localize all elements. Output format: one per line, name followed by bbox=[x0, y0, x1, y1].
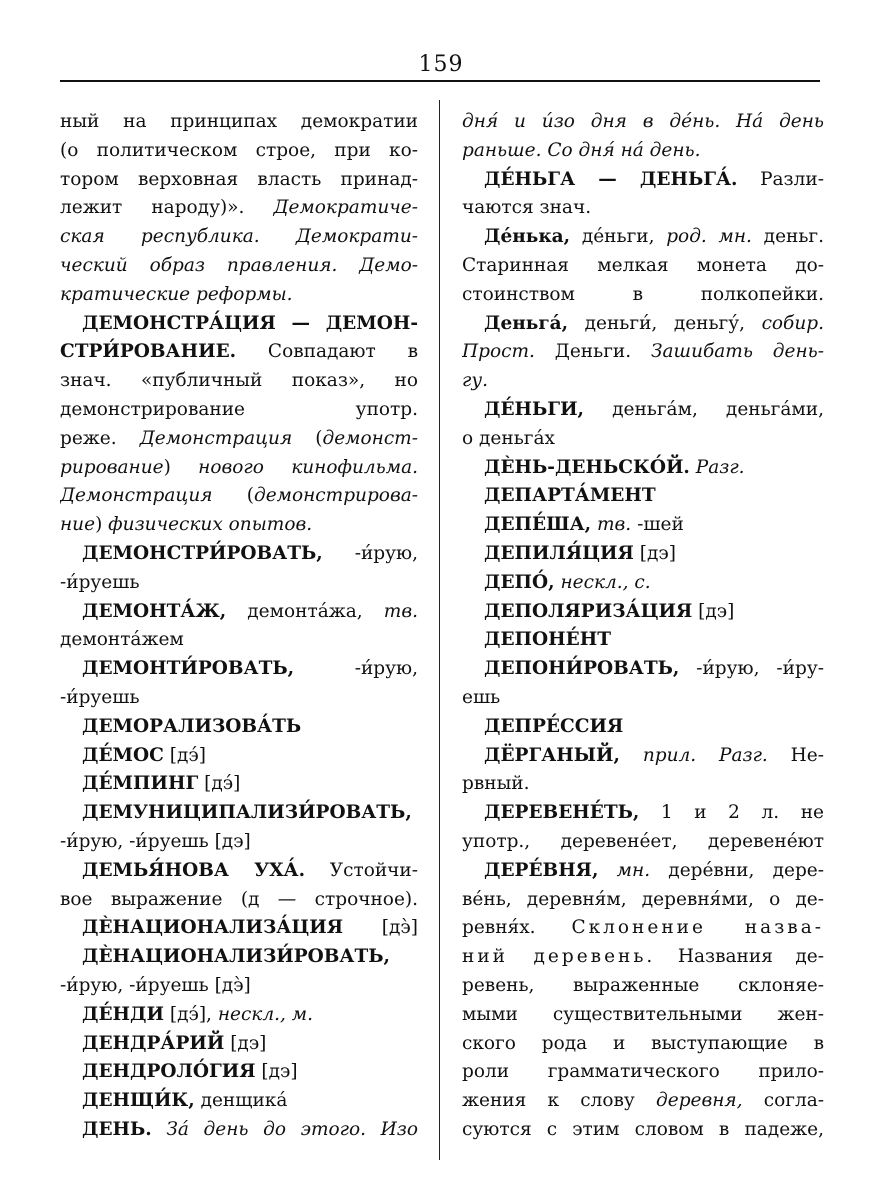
text-line bbox=[462, 310, 824, 339]
text-segment: -и́рую, -и́руешь [дэ̀] bbox=[60, 974, 251, 996]
italic-text: ческий образ правления. Демо- bbox=[60, 254, 418, 276]
text-line bbox=[462, 166, 824, 195]
text-segment: роли грамматического прило- bbox=[462, 1061, 824, 1083]
italic-text: ние bbox=[60, 514, 96, 536]
text-line bbox=[60, 1116, 418, 1145]
text-line bbox=[462, 1030, 824, 1059]
italic-text: За́ день до этого. Изо bbox=[166, 1118, 418, 1140]
text-segment: ского рода и выступающие в bbox=[462, 1032, 824, 1054]
text-segment: [дэ] bbox=[255, 1061, 298, 1083]
text-segment: демонта́жа, bbox=[226, 600, 384, 622]
headword: ДЕ́НЬГИ, bbox=[484, 398, 584, 420]
headword: ДЕНДРА́РИЙ bbox=[82, 1032, 225, 1054]
italic-text: мн. bbox=[616, 859, 651, 881]
text-line bbox=[60, 511, 418, 540]
headword: ДЕ́НДИ bbox=[82, 1003, 164, 1025]
italic-text: дня́ и и́зо дня в де́нь. На́ день bbox=[462, 111, 824, 132]
text-segment: ный на принципах демократии bbox=[60, 111, 418, 132]
right-column bbox=[462, 108, 824, 1145]
text-line bbox=[462, 194, 824, 223]
text-segment: -и́рую, -и́ру- bbox=[679, 658, 824, 680]
italic-text: собир. bbox=[761, 312, 824, 334]
headword: ДЕМУНИЦИПАЛИЗИ́РОВАТЬ, bbox=[82, 802, 412, 824]
italic-text: Разг. bbox=[695, 456, 745, 478]
text-line bbox=[462, 886, 824, 915]
text-line bbox=[60, 742, 418, 771]
text-segment: ний деревень. bbox=[462, 946, 656, 968]
text-line bbox=[462, 511, 824, 540]
text-line bbox=[462, 1058, 824, 1087]
text-segment: Устойчи- bbox=[305, 859, 418, 881]
text-segment: ( bbox=[292, 427, 323, 449]
text-line bbox=[60, 454, 418, 483]
headword: ДЕМЬЯ́НОВА УХА́. bbox=[82, 859, 306, 881]
headword: ДЕПОНЕ́НТ bbox=[484, 629, 611, 651]
text-segment: чаются знач. bbox=[462, 197, 592, 219]
italic-text: ская республика. Демократи- bbox=[60, 226, 418, 248]
text-segment: ( bbox=[212, 485, 254, 507]
text-segment: -и́руешь bbox=[60, 686, 140, 708]
text-segment: Деньги. bbox=[534, 341, 651, 363]
headword: СТРИ́РОВАНИЕ. bbox=[60, 341, 237, 363]
left-column bbox=[60, 108, 418, 1145]
text-line bbox=[60, 713, 418, 742]
italic-text: физических опытов. bbox=[108, 514, 313, 536]
text-segment: де́ньги, bbox=[570, 226, 667, 248]
text-segment: ) bbox=[163, 456, 199, 478]
text-line bbox=[462, 425, 824, 454]
text-segment: рвный. bbox=[462, 773, 530, 795]
text-line bbox=[60, 972, 418, 1001]
text-line bbox=[60, 684, 418, 713]
headword: ДЀНЬ-ДЕНЬСКО́Й. bbox=[484, 456, 690, 478]
text-line bbox=[60, 310, 418, 339]
text-segment: Не- bbox=[767, 744, 824, 766]
italic-text: тв. bbox=[383, 600, 418, 622]
text-line bbox=[60, 1087, 418, 1116]
italic-text: демонстрирова- bbox=[253, 485, 418, 507]
text-line bbox=[462, 713, 824, 742]
italic-text: деревня, bbox=[656, 1090, 743, 1112]
text-line bbox=[60, 598, 418, 627]
headword: ДЕПРЕ́ССИЯ bbox=[484, 715, 624, 737]
page-number: 159 bbox=[418, 52, 464, 77]
text-segment: демонстрирование употр. bbox=[60, 398, 418, 420]
text-segment: Совпадают в bbox=[236, 341, 418, 363]
text-line bbox=[60, 943, 418, 972]
italic-text: нового кинофильма. bbox=[198, 456, 418, 478]
text-line bbox=[462, 1116, 824, 1145]
text-segment: суются с этим словом в падеже, bbox=[462, 1118, 824, 1140]
text-segment: знач. «публичный показ», но bbox=[60, 370, 418, 392]
text-segment: Названия де- bbox=[655, 946, 824, 968]
text-line bbox=[60, 137, 418, 166]
italic-text: нескл., м. bbox=[217, 1003, 313, 1025]
headword: ДЕПО́, bbox=[484, 571, 555, 593]
italic-text: Демонстрация bbox=[139, 427, 293, 449]
text-line bbox=[462, 943, 824, 972]
text-segment: ревня́х. bbox=[462, 917, 572, 939]
text-line bbox=[60, 886, 418, 915]
text-line bbox=[462, 569, 824, 598]
headword: ДЕНЬ. bbox=[82, 1118, 152, 1140]
text-segment: денщика́ bbox=[194, 1090, 288, 1112]
headword: ДЕПЕ́ША, bbox=[484, 514, 592, 536]
text-segment: [дэ] bbox=[633, 542, 676, 564]
headword: ДЕ́МПИНГ bbox=[82, 773, 199, 795]
italic-text: прил. Разг. bbox=[642, 744, 768, 766]
text-line bbox=[60, 223, 418, 252]
text-line bbox=[60, 482, 418, 511]
text-line bbox=[462, 137, 824, 166]
text-line bbox=[60, 425, 418, 454]
text-line bbox=[60, 828, 418, 857]
italic-text: Демонстрация bbox=[60, 485, 213, 507]
text-segment: тором верховная власть принад- bbox=[60, 168, 418, 190]
headword: ДЕМОНСТРИ́РОВАТЬ, bbox=[82, 542, 323, 564]
text-segment: согла- bbox=[742, 1090, 824, 1112]
text-segment: [дэ] bbox=[224, 1032, 267, 1054]
text-segment: ешь bbox=[462, 686, 501, 708]
headword: ДЕ́МОС bbox=[82, 744, 164, 766]
text-line bbox=[462, 454, 824, 483]
text-line bbox=[462, 396, 824, 425]
headword: ДЕРЕ́ВНЯ, bbox=[484, 859, 599, 881]
text-line bbox=[60, 367, 418, 396]
text-segment: -и́руешь bbox=[60, 571, 140, 593]
text-segment: -и́рую, bbox=[294, 658, 418, 680]
headword: ДЕМОНТИ́РОВАТЬ, bbox=[82, 658, 295, 680]
headword: ДЕПОНИ́РОВАТЬ, bbox=[484, 658, 680, 680]
headword: ДЕМОРАЛИЗОВА́ТЬ bbox=[82, 715, 302, 737]
italic-text: Демократиче- bbox=[273, 197, 418, 219]
text-line bbox=[60, 857, 418, 886]
text-line bbox=[462, 1001, 824, 1030]
italic-text: Прост. bbox=[462, 341, 535, 363]
text-line bbox=[60, 1001, 418, 1030]
headword: ДЁРГАНЫЙ, bbox=[484, 744, 620, 766]
text-line bbox=[462, 482, 824, 511]
text-segment: [дэ́], bbox=[163, 1003, 218, 1025]
text-line bbox=[60, 569, 418, 598]
text-line bbox=[60, 770, 418, 799]
text-line bbox=[462, 223, 824, 252]
headword: ДЕПОЛЯРИЗА́ЦИЯ bbox=[484, 600, 693, 622]
text-line bbox=[60, 1030, 418, 1059]
text-segment: реже. bbox=[60, 427, 140, 449]
text-segment: деньги́, деньгу́, bbox=[568, 312, 762, 334]
text-segment: Старинная мелкая монета до- bbox=[462, 254, 824, 276]
italic-text: род. мн. bbox=[666, 226, 752, 248]
text-line bbox=[462, 1087, 824, 1116]
header-rule bbox=[60, 80, 820, 82]
text-segment: ) bbox=[95, 514, 109, 536]
italic-text: Зашибать день- bbox=[650, 341, 824, 363]
text-line bbox=[60, 655, 418, 684]
text-segment: (о политическом строе, при ко- bbox=[60, 139, 418, 161]
text-segment: ве́нь, деревня́м, деревня́ми, о де- bbox=[462, 888, 824, 910]
text-line bbox=[60, 252, 418, 281]
text-line bbox=[462, 338, 824, 367]
text-segment: [дэ] bbox=[692, 600, 735, 622]
headword: Де́нька, bbox=[484, 226, 571, 248]
text-line bbox=[462, 281, 824, 310]
text-line bbox=[60, 1058, 418, 1087]
text-line bbox=[462, 684, 824, 713]
text-line bbox=[60, 166, 418, 195]
text-line bbox=[60, 626, 418, 655]
text-segment: -и́рую, -и́руешь [дэ] bbox=[60, 830, 251, 852]
text-line bbox=[462, 972, 824, 1001]
text-segment: демонта́жем bbox=[60, 629, 184, 651]
text-line bbox=[462, 108, 824, 137]
headword: ДЀНАЦИОНАЛИЗА́ЦИЯ bbox=[82, 917, 344, 939]
italic-text: рирование bbox=[60, 456, 164, 478]
text-line bbox=[60, 108, 418, 137]
text-line bbox=[462, 252, 824, 281]
headword: ДЕ́НЬГА — ДЕНЬГА́. bbox=[484, 168, 738, 190]
italic-text: гу. bbox=[462, 370, 488, 392]
text-segment bbox=[152, 1119, 167, 1140]
text-line bbox=[60, 799, 418, 828]
text-line bbox=[60, 194, 418, 223]
italic-text: нескл., с. bbox=[560, 571, 651, 593]
text-line bbox=[60, 338, 418, 367]
text-segment: Разли- bbox=[737, 168, 824, 190]
headword: ДЕПИЛЯ́ЦИЯ bbox=[484, 542, 634, 564]
text-segment bbox=[598, 860, 616, 881]
text-segment: вое выражение (д — строчное). bbox=[60, 888, 418, 910]
text-line bbox=[462, 655, 824, 684]
italic-text: кратические реформы. bbox=[60, 283, 293, 305]
italic-text: раньше. Со дня́ на́ день. bbox=[462, 139, 701, 161]
text-segment: ревень, выраженные склоняе- bbox=[462, 974, 824, 996]
text-line bbox=[60, 281, 418, 310]
text-segment: [дэ́] bbox=[198, 773, 241, 795]
text-line bbox=[462, 770, 824, 799]
text-segment: мыми существительными жен- bbox=[462, 1003, 824, 1025]
text-line bbox=[462, 742, 824, 771]
column-divider bbox=[439, 100, 440, 1160]
text-line bbox=[60, 540, 418, 569]
text-line bbox=[462, 540, 824, 569]
text-line bbox=[462, 598, 824, 627]
text-segment: [дэ̀] bbox=[343, 917, 418, 939]
text-segment: -шей bbox=[631, 514, 684, 536]
text-segment: о деньга́х bbox=[462, 427, 555, 449]
text-line bbox=[60, 914, 418, 943]
text-line bbox=[462, 828, 824, 857]
text-line bbox=[462, 367, 824, 396]
text-segment: стоинством в полкопейки. bbox=[462, 283, 824, 305]
headword: ДЕНДРОЛО́ГИЯ bbox=[82, 1061, 256, 1083]
italic-text: демонст- bbox=[322, 427, 418, 449]
text-segment: деньг. bbox=[751, 226, 824, 248]
headword: Деньга́, bbox=[484, 312, 569, 334]
text-segment: лежит народу)». bbox=[60, 197, 274, 219]
text-segment: употр., деревене́ет, деревене́ют bbox=[462, 830, 824, 852]
text-segment: 1 и 2 л. не bbox=[639, 802, 824, 824]
text-segment: дере́вни, дере- bbox=[650, 859, 824, 881]
headword: ДЕРЕВЕНЕ́ТЬ, bbox=[484, 802, 640, 824]
text-segment bbox=[620, 745, 643, 766]
text-line bbox=[462, 857, 824, 886]
headword: ДЕМОНТА́Ж, bbox=[82, 600, 227, 622]
text-segment: деньга́м, деньга́ми, bbox=[584, 398, 824, 420]
headword: ДЕНЩИ́К, bbox=[82, 1090, 195, 1112]
text-line bbox=[60, 396, 418, 425]
text-segment: -и́рую, bbox=[322, 542, 418, 564]
italic-text: тв. bbox=[596, 514, 632, 536]
text-line bbox=[462, 799, 824, 828]
text-segment: жения к слову bbox=[462, 1090, 657, 1112]
headword: ДЕМОНСТРА́ЦИЯ — ДЕМОН- bbox=[82, 312, 418, 334]
text-line bbox=[462, 626, 824, 655]
headword: ДЀНАЦИОНАЛИЗИ́РОВАТЬ, bbox=[82, 946, 390, 968]
headword: ДЕПАРТА́МЕНТ bbox=[484, 485, 656, 507]
text-segment: Склонение назва- bbox=[571, 917, 824, 939]
text-segment: [дэ́] bbox=[163, 744, 206, 766]
text-line bbox=[462, 914, 824, 943]
